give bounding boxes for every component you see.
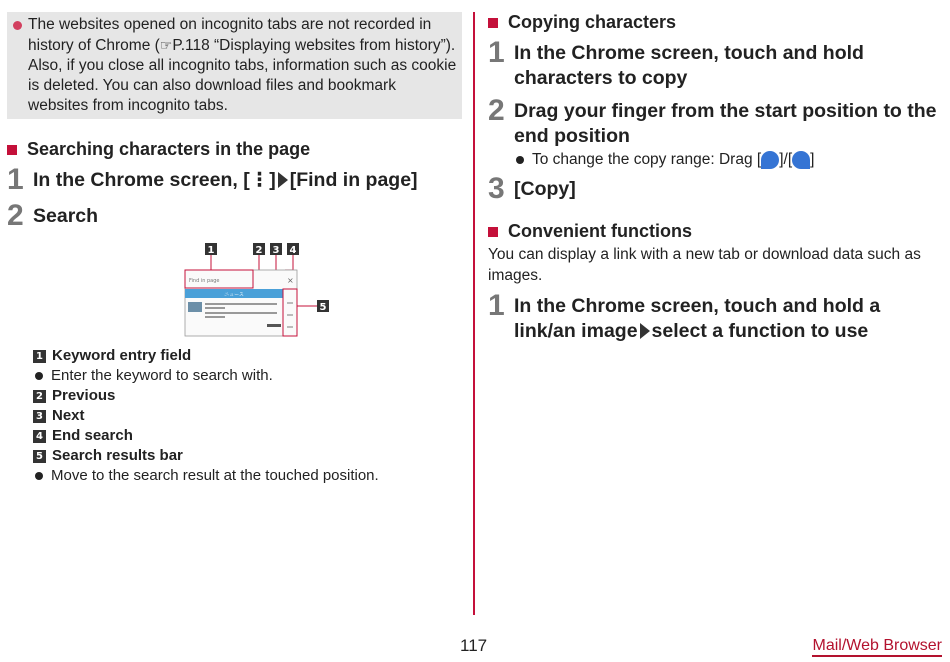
legend-item: 2 Previous <box>33 386 462 406</box>
note-reference[interactable]: P.118 “Displaying websites from history” <box>172 37 446 54</box>
convenient-description: You can display a link with a new tab or download data such as images. <box>488 246 921 284</box>
search-step-1: 1 In the Chrome screen, [⋮] [Find in page] <box>7 163 418 196</box>
arrow-right-icon <box>640 323 650 339</box>
callout-2: 2 <box>255 245 263 256</box>
reference-hand-icon: ☞ <box>159 37 173 53</box>
legend-sub-item: Move to the search result at the touched position. <box>33 466 462 486</box>
end-handle-icon <box>792 151 810 169</box>
legend-item: 5 Search results bar <box>33 446 462 466</box>
copy-step-1: 1 In the Chrome screen, touch and hold characters to copy <box>488 36 864 89</box>
callout-5: 5 <box>319 302 327 313</box>
legend-sub-item: Enter the keyword to search with. <box>33 366 462 386</box>
find-in-page-screenshot <box>177 240 337 340</box>
copy-step-2: 2 Drag your finger from the start position to the end position <box>488 94 937 147</box>
close-icon: × <box>287 276 294 285</box>
legend-item: 3 Next <box>33 406 462 426</box>
page-number: 117 <box>460 636 488 655</box>
section-link[interactable]: Mail/Web Browser <box>812 637 942 657</box>
bullet-icon <box>35 372 43 380</box>
heading-square-icon <box>7 145 17 155</box>
find-in-page-figure <box>177 240 337 340</box>
legend-item: 4 End search <box>33 426 462 446</box>
incognito-note <box>7 12 462 119</box>
start-handle-icon <box>761 151 779 169</box>
menu-dots-icon: ⋮ <box>249 169 270 191</box>
convenient-heading: Convenient functions <box>488 221 938 242</box>
heading-square-icon <box>488 227 498 237</box>
column-divider <box>473 12 475 615</box>
copy-step-2-note: To change the copy range: Drag [ ]/[ ] <box>516 151 938 169</box>
search-heading: Searching characters in the page <box>7 139 462 160</box>
callout-1: 1 <box>207 245 215 256</box>
figure-banner: ニュース <box>224 292 244 298</box>
right-column <box>488 12 938 344</box>
bullet-icon <box>516 156 524 164</box>
heading-square-icon <box>488 18 498 28</box>
legend-item: 1 Keyword entry field <box>33 346 462 366</box>
left-column <box>7 12 462 486</box>
note-text: The websites opened on incognito tabs are not recorded in history of Chrome (☞P.118 “Displaying websites from history”). Also, if you close all incognito tabs, information such as cookie is deleted. You can also download files and bookmark websites from incognito tabs. <box>28 16 457 114</box>
bullet-icon <box>35 472 43 480</box>
note-bullet-icon <box>13 21 22 30</box>
copy-step-3: 3 [Copy] <box>488 172 576 205</box>
copy-heading: Copying characters <box>488 12 938 33</box>
search-step-2: 2 Search <box>7 199 99 232</box>
arrow-right-icon <box>278 172 288 188</box>
callout-3: 3 <box>272 245 280 256</box>
convenient-step-1: 1 In the Chrome screen, touch and hold a link/an image select a function to use <box>488 289 881 342</box>
find-field-placeholder: Find in page <box>189 278 220 284</box>
callout-4: 4 <box>289 245 297 256</box>
figure-legend <box>33 346 462 486</box>
